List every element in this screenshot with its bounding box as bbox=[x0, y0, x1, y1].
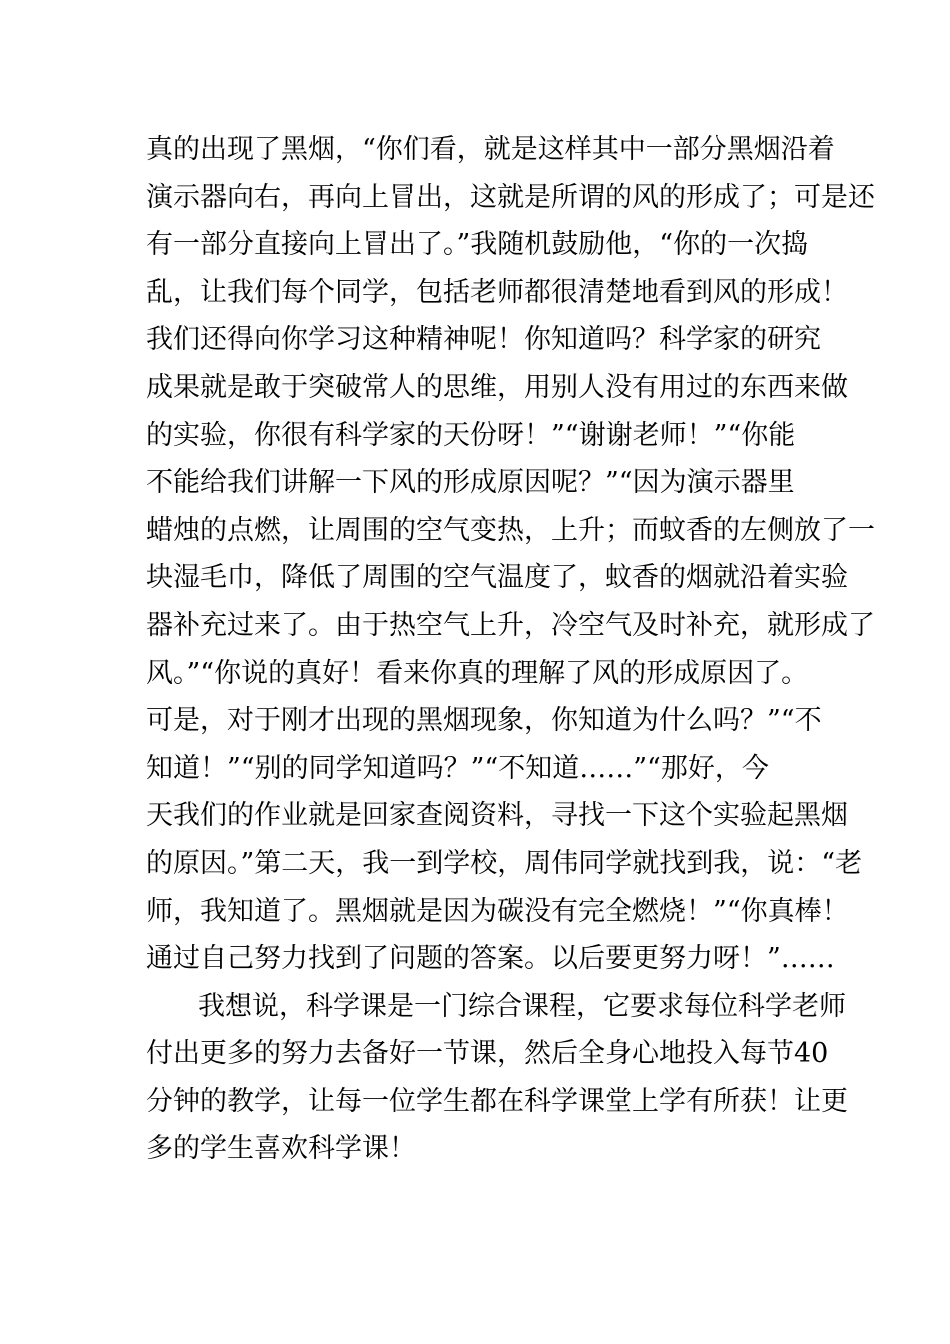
text-line: 蜡烛的点燃，让周围的空气变热，上升；而蚊香的左侧放了一 bbox=[146, 514, 875, 546]
text-line: 器补充过来了。由于热空气上升，冷空气及时补充，就形成了 bbox=[146, 609, 875, 641]
text-line: 分钟的教学，让每一位学生都在科学课堂上学有所获！让更 bbox=[146, 1085, 848, 1117]
text-line: 师，我知道了。黑烟就是因为碳没有完全燃烧！”“你真棒！ bbox=[146, 895, 849, 927]
text-line: 真的出现了黑烟，“你们看，就是这样其中一部分黑烟沿着 bbox=[146, 134, 835, 165]
text-line: 天我们的作业就是回家查阅资料，寻找一下这个实验起黑烟 bbox=[146, 800, 848, 832]
text-line: 我们还得向你学习这种精神呢！你知道吗？科学家的研究 bbox=[146, 324, 821, 356]
paragraph-first-line: 我想说，科学课是一门综合课程，它要求每位科学老师 bbox=[198, 990, 846, 1022]
text-line: 有一部分直接向上冒出了。”我随机鼓励他，“你的一次捣 bbox=[146, 229, 809, 261]
text-line: 的实验，你很有科学家的天份呀！”“谢谢老师！”“你能 bbox=[146, 419, 796, 451]
text-line: 块湿毛巾，降低了周围的空气温度了，蚊香的烟就沿着实验 bbox=[146, 562, 848, 594]
text-line: 演示器向右，再向上冒出，这就是所谓的风的形成了；可是还 bbox=[146, 181, 875, 213]
text-line: 通过自己努力找到了问题的答案。以后要更努力呀！”…… bbox=[146, 943, 835, 975]
text-line: 风。”“你说的真好！看来你真的理解了风的形成原因了。 bbox=[146, 657, 809, 689]
text-line: 知道！”“别的同学知道吗？”“不知道……”“那好，今 bbox=[146, 752, 769, 784]
text-line: 不能给我们讲解一下风的形成原因呢？”“因为演示器里 bbox=[146, 467, 795, 499]
text-line: 付出更多的努力去备好一节课，然后全身心地投入每节40 bbox=[146, 1038, 829, 1070]
text-line: 可是，对于刚才出现的黑烟现象，你知道为什么吗？”“不 bbox=[146, 705, 822, 737]
text-line: 的原因。”第二天，我一到学校，周伟同学就找到我，说：“老 bbox=[146, 847, 863, 879]
text-line: 多的学生喜欢科学课！ bbox=[146, 1133, 416, 1165]
text-line: 乱，让我们每个同学，包括老师都很清楚地看到风的形成！ bbox=[146, 276, 848, 308]
body-text bbox=[146, 126, 875, 1173]
text-line: 成果就是敢于突破常人的思维，用别人没有用过的东西来做 bbox=[146, 371, 848, 403]
